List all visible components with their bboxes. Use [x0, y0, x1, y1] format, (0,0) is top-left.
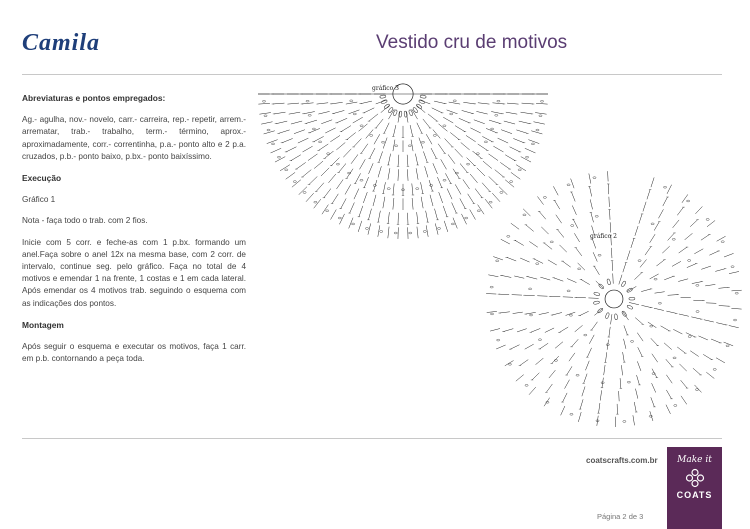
camila-logo: Camila [22, 30, 101, 56]
make-it-text: Make it [677, 455, 712, 465]
coats-logo-text: COATS [676, 490, 713, 500]
crochet-diagram-semicircle [258, 84, 548, 239]
crochet-diagram-circle [486, 171, 742, 427]
website-link[interactable]: coatscrafts.com.br [586, 456, 658, 465]
abbreviations-text: Ag.- agulha, nov.- novelo, carr.- carreira, rep.- repetir, arrem.- arrematar, trab.- trabalho, term.- término, aprox.- aproximadamente, corr.- correntinha, p.a.- ponto alto e 2 p.a. cruzados, p.b.- ponto baixo, p.bx.- ponto baixíssimo. [22, 115, 246, 161]
page-title: Vestido cru de motivos [376, 32, 568, 53]
grafico-2-label: gráfico 2 [590, 233, 617, 240]
grafico-1-label: Gráfico 1 [22, 195, 56, 205]
assembly-text: Após seguir o esquema e executar os motivos, faça 1 carr. em p.b. contornando a peça toda. [22, 342, 246, 364]
footer-divider [22, 438, 722, 439]
flower-icon [685, 468, 705, 488]
execution-heading: Execução [22, 173, 62, 184]
abbreviations-heading: Abreviaturas e pontos empregados: [22, 93, 166, 103]
note-text: Nota - faça todo o trab. com 2 fios. [22, 216, 148, 226]
page-number: Página 2 de 3 [597, 512, 644, 521]
assembly-heading: Montagem [22, 319, 64, 330]
grafico-3-label: gráfico 3 [372, 85, 399, 92]
start-instructions: Inicie com 5 corr. e feche-as com 1 p.bx. formando um anel.Faça sobre o anel 12x na mesma base, com 2 corr. de intervalo, continue seg. pelo gráfico. Faça no total de 4 motivos e emendar 1 na frente, 1 costas e 1 em cada lateral. Após emendar os 4 motivos trab. seguindo o esquema com as indicações dos pontos. [22, 237, 246, 308]
coats-badge [667, 447, 722, 529]
